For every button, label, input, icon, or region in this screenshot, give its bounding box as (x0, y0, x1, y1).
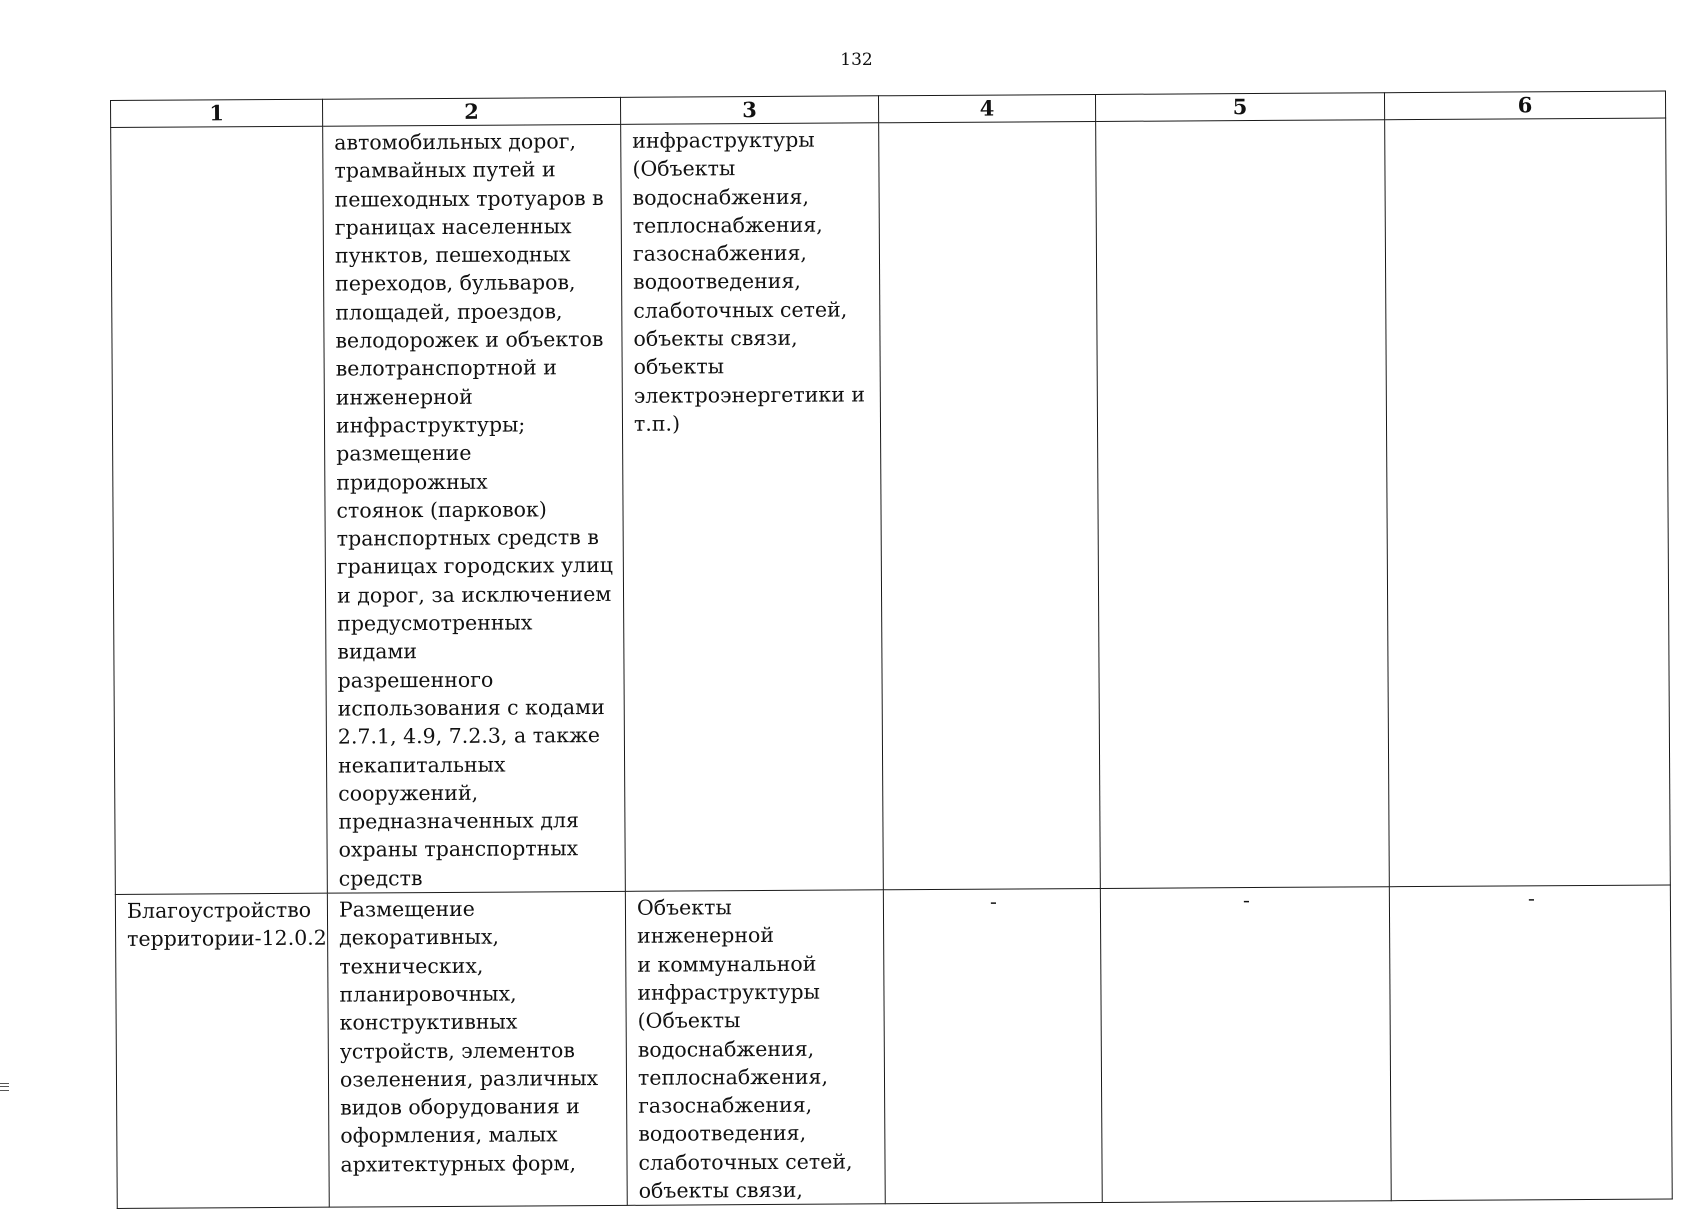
column-header: 3 (620, 96, 878, 125)
table-cell (1100, 887, 1391, 1203)
column-header: 5 (1095, 93, 1384, 122)
cell-text (1396, 121, 1657, 123)
table-cell (111, 126, 328, 894)
table-cell (879, 121, 1101, 889)
cell-text (1107, 122, 1376, 124)
column-header: 2 (322, 97, 620, 126)
table-cell (1389, 885, 1672, 1201)
table-cell (625, 890, 885, 1206)
margin-mark (0, 1083, 9, 1091)
column-header: 1 (111, 99, 323, 127)
table-cell (115, 893, 329, 1209)
cell-text: Размещение декоративных, технических, планировочных, конструктивных устройств, элементов озеленения, различных видов оборудования и оформления, малых архитектурных форм, (338, 896, 599, 1177)
table-cell (1096, 120, 1390, 889)
table-row (115, 885, 1672, 1209)
page-number: 132 (840, 50, 873, 70)
cell-text: Объекты инженерной и коммунальной инфраструктуры (Объекты водоснабжения, теплоснабжения, газоснабжения, водоотведения, слаботочных сетей, объекты связи, (636, 895, 853, 1203)
table-cell (323, 124, 626, 893)
cell-text: инфраструктуры (Объекты водоснабжения, теплоснабжения, газоснабжения, водоотведения, слаботочных сетей, объекты связи, объекты электроэнергетики и т.п.) (632, 127, 866, 436)
table-cell (621, 123, 884, 892)
table-row (111, 118, 1671, 895)
table-cell (883, 888, 1102, 1204)
cell-text: Благоустройство территории-12.0.2 (126, 897, 327, 952)
cell-dash: - (1242, 888, 1250, 913)
table-cell (1385, 118, 1671, 887)
column-header: 6 (1384, 91, 1665, 120)
cell-text (122, 129, 314, 130)
cell-text: автомобильных дорог, трамвайных путей и пешеходных тротуаров в границах населенных пунктов, пешеходных переходов, бульваров, площадей, проездов, велодорожек и объектов велотранспортной и инженерной инфраструктуры; размещение придорожных стоянок (парковок) транспортных средств в границах городских улиц и дорог, за исключением предусмотренных видами разрешенного использования с кодами 2.7.1, 4.9, 7.2.3, а также некапитальных сооружений, предназначенных для охраны транспортных средств (334, 129, 613, 891)
cell-dash: - (989, 889, 997, 914)
land-use-table (110, 90, 1673, 1209)
cell-text (890, 124, 1087, 125)
table-cell (327, 891, 627, 1207)
cell-dash: - (1527, 886, 1535, 911)
column-header: 4 (878, 94, 1095, 122)
